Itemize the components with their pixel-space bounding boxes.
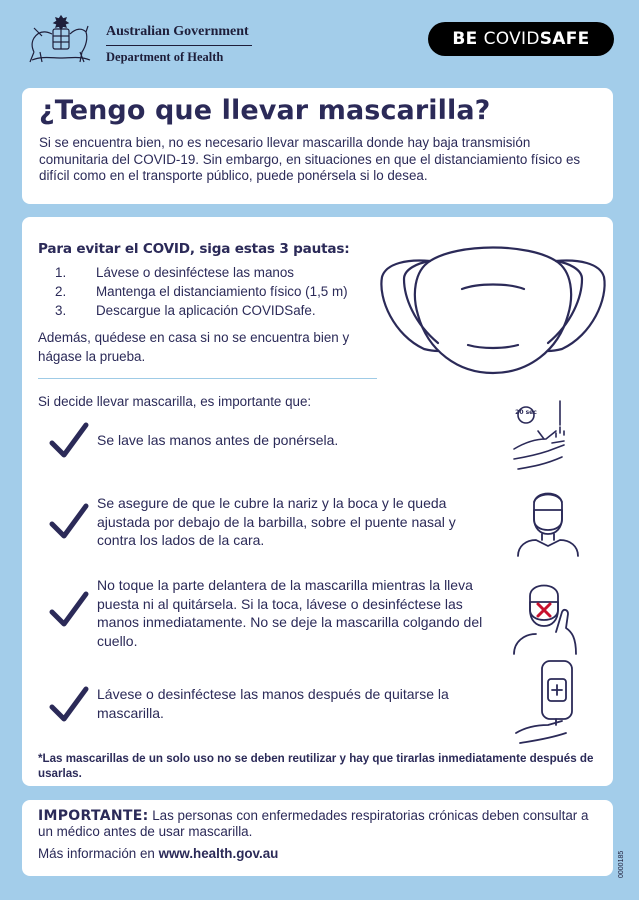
health-website-link[interactable]: www.health.gov.au (158, 846, 279, 861)
list-item (38, 282, 348, 301)
guidance-card (22, 217, 613, 786)
steps-list (38, 263, 348, 320)
covid-word: COVID (483, 29, 540, 49)
rule-text: Lávese o desinféctese las manos después de quitarse la mascarilla. (97, 686, 449, 721)
checkmark-icon (46, 685, 90, 725)
step-text: Mantenga el distanciamiento físico (1,5 m) (96, 284, 348, 299)
intro-paragraph: Si se encuentra bien, no es necesario llevar mascarilla donde hay baja transmisión comunitaria del COVID-19. Sin embargo, en situaciones en que el distanciamiento físico es difícil como en el transporte público, puede ponérsela si lo desea. (39, 135, 581, 183)
rule-row (22, 677, 613, 747)
important-text: Las personas con enfermedades respiratorias crónicas deben consultar a un médico antes de usar mascarilla. (38, 808, 589, 839)
important-note (38, 808, 597, 840)
be-word: BE (452, 29, 478, 49)
person-touching-mask-crossed-icon (510, 572, 584, 656)
rule-row (22, 409, 613, 477)
more-info-prefix: Más información en (38, 846, 159, 861)
rule-row (22, 572, 613, 662)
safe-word: SAFE (539, 29, 590, 49)
timer-label: 20 sec (515, 409, 537, 416)
list-item (38, 263, 348, 282)
rule-text: Se lave las manos antes de ponérsela. (97, 432, 339, 448)
document-code: 0000185 (618, 850, 625, 878)
stay-home-note: Además, quédese en casa si no se encuentra bien y hágase la prueba. (38, 330, 350, 364)
step-number: 3. (55, 303, 67, 318)
checkmark-icon (46, 502, 90, 542)
rule-text: Se asegure de que le cubre la nariz y la boca y le queda ajustada por debajo de la barbilla, sobre el puente nasal y contra los lados de la cara. (97, 495, 456, 548)
face-mask-icon (378, 233, 608, 379)
checkmark-icon (46, 421, 90, 461)
handwashing-timer-icon (508, 397, 578, 477)
page-title: ¿Tengo que llevar mascarilla? (39, 95, 491, 126)
header (0, 0, 639, 85)
rule-text: No toque la parte delantera de la mascarilla mientras la lleva puesta ni al quitársela. Si la toca, lávese o desinféctese las manos inmediatamente. No se deje la mascarilla colgando del cuello. (97, 577, 483, 649)
important-label: IMPORTANTE: (38, 808, 149, 824)
rule-row (22, 492, 613, 562)
department-name: Department of Health (106, 50, 224, 64)
be-covidsafe-badge (428, 22, 614, 56)
hand-sanitiser-dispenser-icon (512, 659, 584, 747)
rules-lead: Si decide llevar mascarilla, es importante que: (38, 394, 312, 409)
title-card (22, 88, 613, 204)
divider (38, 378, 377, 379)
step-text: Descargue la aplicación COVIDSafe. (96, 303, 316, 318)
checkmark-icon (46, 590, 90, 630)
person-wearing-mask-icon (512, 478, 584, 558)
steps-heading: Para evitar el COVID, siga estas 3 pautas: (38, 241, 350, 257)
footnote: *Las mascarillas de un solo uso no se deben reutilizar y hay que tirarlas inmediatamente después de usarlas. (38, 752, 594, 780)
step-number: 1. (55, 265, 67, 280)
government-name: Australian Government (106, 24, 252, 46)
step-number: 2. (55, 284, 67, 299)
government-wordmark (106, 24, 252, 65)
more-info (38, 846, 597, 861)
coat-of-arms-icon (22, 12, 100, 68)
step-text: Lávese o desinféctese las manos (96, 265, 295, 280)
list-item (38, 301, 348, 320)
important-card (22, 800, 613, 876)
